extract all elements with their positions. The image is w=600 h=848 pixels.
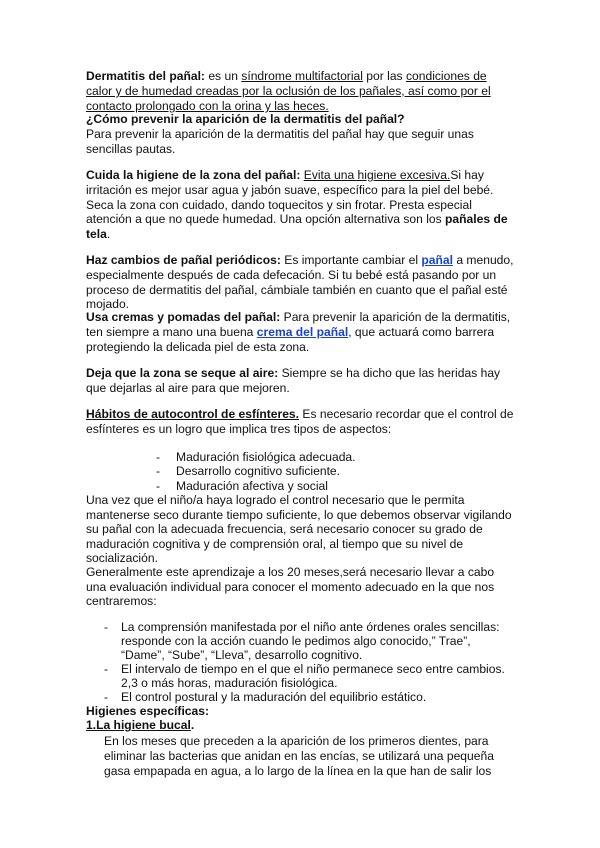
criteria-line: 2,3 o más horas, maduración fisiológica. [121, 676, 338, 690]
changes-line-4: mojado. [86, 297, 130, 311]
prevent-line-1: Para prevenir la aparición de la dermatitis del pañal hay que seguir unas [86, 127, 474, 141]
period: . [106, 227, 111, 241]
changes-text: a menudo, [452, 253, 514, 267]
habits-line-1 [86, 407, 516, 422]
heading-prevent: ¿Cómo prevenir la aparición de la dermatitis del pañal? [86, 112, 405, 126]
habits-p1-line: socialización. [86, 551, 158, 565]
link-condiciones[interactable]: condiciones de [405, 69, 487, 83]
changes-line-2: especialmente después de cada defecación. Si tu bebé está pasando por un [86, 268, 497, 282]
creams-text: Para prevenir la aparición de la dermatitis, [280, 310, 511, 324]
bucal-line: En los meses que preceden a la aparición de los primeros dientes, para [104, 734, 489, 748]
habits-p1-line: su pañal con la adecuada frecuencia, será necesario conocer su grado de [86, 522, 483, 536]
hygiene-text: Si hay [450, 168, 484, 182]
air-line-1 [86, 366, 516, 381]
link-panal[interactable]: pañal [421, 253, 453, 267]
hygiene-line-1 [86, 168, 516, 183]
creams-line-1 [86, 310, 516, 325]
hygiene-line-5 [86, 227, 516, 242]
habits-p2-line: Generalmente este aprendizaje a los 20 meses,será necesario llevar a cabo [86, 565, 495, 579]
habits-text: Es necesario recordar que el control de [299, 407, 514, 421]
intro-line-1 [86, 69, 516, 84]
criteria-line: El intervalo de tiempo en el que el niño permanece seco entre cambios. [121, 662, 505, 676]
creams-line-2 [86, 325, 516, 340]
hygiene-text: atención a que no quede humedad. Una opción alternativa son los [86, 212, 446, 226]
changes-text: Es importante cambiar el [280, 253, 422, 267]
term-dermatitis: Dermatitis del pañal: [86, 69, 205, 83]
creams-title: Usa cremas y pomadas del pañal: [86, 310, 281, 324]
habits-p1-line: mantenerse seco durante tiempo suficiente, lo que debemos observar vigilando [86, 508, 512, 522]
dash-bullet: - [104, 690, 109, 704]
hygiene-title: Cuida la higiene de la zona del pañal: [86, 168, 301, 182]
habits-title: Hábitos de autocontrol de esfínteres. [86, 407, 300, 421]
subheading-bucal [86, 718, 516, 733]
criteria-line: El control postural y la maduración del equilibrio estático. [121, 690, 427, 704]
bucal-line: eliminar las bacterias que anidan en las encías, se utilizará una pequeña [104, 749, 494, 763]
hygiene-line-2: irritación es mejor usar agua y jabón suave, específico para la piel del bebé. [86, 183, 494, 197]
dash-bullet: - [104, 620, 109, 634]
habits-line-2: esfínteres es un logro que implica tres tipos de aspectos: [86, 422, 392, 436]
habits-p1-line: Una vez que el niño/a haya logrado el control necesario que le permita [86, 493, 465, 507]
air-title: Deja que la zona se seque al aire: [86, 366, 279, 380]
criteria-line: “Dame”, “Sube”, “Lleva”, desarrollo cognitivo. [121, 648, 363, 662]
dash-bullet: - [104, 662, 109, 676]
dash-bullet: - [156, 464, 161, 478]
link-condiciones-cont[interactable]: calor y de humedad creadas por la oclusión de los pañales, así como por el [86, 84, 491, 98]
link-higiene-excesiva[interactable]: Evita una higiene excesiva. [303, 168, 451, 182]
changes-line-1 [86, 253, 516, 268]
subheading-bucal-text: 1.La higiene bucal [86, 718, 191, 732]
panales-de-tela: pañales de [445, 212, 508, 226]
air-line-2: que dejarlas al aire para que mejoren. [86, 381, 290, 395]
changes-title: Haz cambios de pañal periódicos: [86, 253, 281, 267]
prevent-line-2: sencillas pautas. [86, 142, 176, 156]
dash-bullet: - [156, 479, 161, 493]
air-text: Siempre se ha dicho que las heridas hay [278, 366, 501, 380]
heading-specific: Higienes específicas: [86, 704, 210, 718]
aspect-item: Maduración fisiológica adecuada. [176, 450, 356, 464]
creams-text: , que actuará como barrera [348, 325, 495, 339]
link-sindrome-multifactorial[interactable]: síndrome multifactorial [241, 69, 363, 83]
habits-p2-line: centraremos: [86, 594, 157, 608]
habits-p2-line: una evaluación individual para conocer el momento adecuado en la que nos [86, 580, 495, 594]
dash-bullet: - [156, 450, 161, 464]
intro-line-2 [86, 84, 516, 99]
creams-text: ten siempre a mano una buena [86, 325, 257, 339]
hygiene-line-4 [86, 212, 516, 227]
criteria-line: responde con la acción cuando le pedimos algo conocido,” Trae”, [121, 634, 471, 648]
aspect-item: Maduración afectiva y social [176, 479, 328, 493]
criteria-line: La comprensión manifestada por el niño ante órdenes orales sencillas: [121, 620, 500, 634]
creams-line-3: protegiendo la delicada piel de esta zona. [86, 340, 310, 354]
habits-p1-line: maduración cognitiva y de comprensión oral, al tiempo que su nivel de [86, 537, 464, 551]
intro-text: por las [362, 69, 406, 83]
period: . [190, 718, 195, 732]
link-crema-del-panal[interactable]: crema del pañal [256, 325, 349, 339]
intro-text: es un [204, 69, 242, 83]
panales-de-tela-cont: tela [86, 227, 107, 241]
link-condiciones-cont-2[interactable]: contacto prolongado con la orina y las heces. [86, 99, 329, 113]
aspect-item: Desarrollo cognitivo suficiente. [176, 464, 341, 478]
hygiene-line-3: Seca la zona con cuidado, dando toquecitos y sin frotar. Presta especial [86, 198, 472, 212]
changes-line-3: proceso de dermatitis del pañal, cámbiale también en cuanto que el pañal esté [86, 283, 508, 297]
bucal-line: gasa empapada en agua, a lo largo de la línea en la que han de salir los [104, 764, 492, 778]
